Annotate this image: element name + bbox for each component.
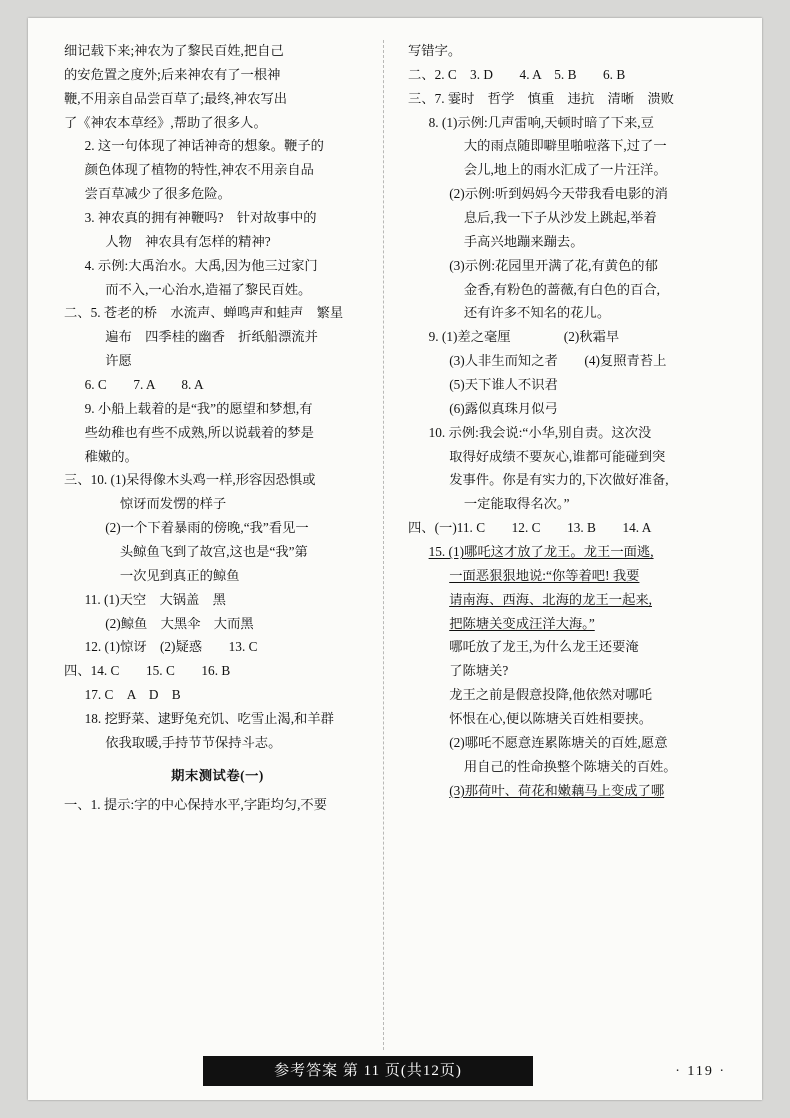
- text-line: 请南海、西海、北海的龙王一起来,: [449, 591, 652, 607]
- section-title: 期末测试卷(一): [171, 767, 264, 783]
- text-line: 龙王之前是假意投降,他依然对哪吒: [449, 687, 652, 703]
- footer-label: 参考答案 第 11 页(共12页): [274, 1063, 462, 1079]
- answer-item-15-3: (3)那荷叶、荷花和嫩藕马上变成了哪: [449, 782, 665, 798]
- answer-group-2: 二、2. C 3. D 4. A 5. B 6. B: [408, 66, 626, 82]
- text-line: 金香,有粉色的蔷薇,有白色的百合,: [463, 281, 660, 297]
- text-line: (3)示例:花园里开满了花,有黄色的郁: [449, 257, 658, 273]
- text-line: (3)人非生而知之者 (4)复照青苔上: [449, 353, 667, 369]
- text-line: 惊讶而发愣的样子: [119, 496, 227, 512]
- text-line: 鞭,不用亲自品尝百草了;最终,神农写出: [64, 90, 288, 106]
- text-line: 些幼稚也有些不成熟,所以说载着的梦是: [84, 424, 314, 440]
- text-line: (5)天下谁人不识君: [449, 377, 558, 393]
- text-line: 的安危置之度外;后来神农有了一根神: [64, 66, 281, 82]
- text-line: 遍布 四季桂的幽香 折纸船漂流并: [105, 329, 318, 345]
- answer-item-8: 8. (1)示例:几声雷响,天顿时暗了下来,豆: [428, 114, 654, 130]
- answer-item-4: 4. 示例:大禹治水。大禹,因为他三过家门: [84, 257, 318, 273]
- answer-group-4: 四、(一)11. C 12. C 13. B 14. A: [408, 520, 652, 536]
- text-line: (6)露似真珠月似弓: [449, 400, 558, 416]
- text-line: 人物 神农具有怎样的精神?: [105, 233, 271, 249]
- text-line: 细记载下来;神农为了黎民百姓,把自己: [64, 43, 284, 58]
- answer-group-1: 一、1. 提示:字的中心保持水平,字距均匀,不要: [64, 796, 327, 812]
- text-line: 用自己的性命换整个陈塘关的百姓。: [463, 758, 677, 774]
- answer-item-9: 9. 小船上载着的是“我”的愿望和梦想,有: [84, 400, 313, 416]
- answer-item-15-2: (2)哪吒不愿意连累陈塘关的百姓,愿意: [449, 734, 668, 750]
- text-line: 大的雨点随即噼里啪啦落下,过了一: [463, 138, 667, 154]
- answer-item-12-13: 12. (1)惊讶 (2)疑惑 13. C: [84, 639, 258, 655]
- text-line: 取得好成绩不要灰心,谁都可能碰到突: [449, 448, 666, 464]
- page-number: · 119 ·: [675, 1064, 726, 1079]
- text-line: 会儿,地上的雨水汇成了一片汪洋。: [463, 162, 667, 178]
- text-line: 依我取暖,手持节节保持斗志。: [105, 734, 282, 750]
- answer-item-9: 9. (1)差之毫厘 (2)秋霜早: [428, 329, 620, 345]
- answer-item-10: 10. 示例:我会说:“小华,别自责。这次没: [428, 424, 652, 440]
- text-line: (2)鲸鱼 大黑伞 大而黑: [105, 615, 254, 631]
- text-line: 发事件。你是有实力的,下次做好准备,: [449, 472, 669, 488]
- text-line: (2)示例:听到妈妈今天带我看电影的消: [449, 186, 668, 202]
- text-line: 颜色体现了植物的特性,神农不用亲自品: [84, 162, 314, 178]
- answer-item-17: 17. C A D B: [84, 687, 181, 703]
- answer-item-18: 18. 挖野菜、逮野兔充饥、吃雪止渴,和羊群: [84, 711, 334, 727]
- answer-item-3: 3. 神农真的拥有神鞭吗? 针对故事中的: [84, 210, 317, 226]
- text-line: 而不入,一心治水,造福了黎民百姓。: [105, 281, 312, 297]
- text-line: 了《神农本草经》,帮助了很多人。: [64, 114, 267, 130]
- page-footer: [28, 1056, 762, 1086]
- answer-item-11: 11. (1)天空 大锅盖 黑: [84, 591, 226, 607]
- answer-group-3: 三、7. 霎时 哲学 慎重 违抗 清晰 溃败: [408, 90, 674, 106]
- answer-item-2: 2. 这一句体现了神话神奇的想象。鞭子的: [84, 138, 324, 154]
- text-line: 把陈塘关变成汪洋大海。”: [449, 615, 595, 631]
- answer-group-4: 四、14. C 15. C 16. B: [64, 663, 231, 679]
- text-line: 怀恨在心,便以陈塘关百姓相要挟。: [449, 711, 652, 727]
- answer-item-15: 15. (1)哪吒这才放了龙王。龙王一面逃,: [428, 544, 654, 560]
- text-line: 一面恶狠狠地说:“你等着吧! 我要: [449, 567, 640, 583]
- text-line: 许愿: [105, 353, 132, 369]
- text-line: (2)一个下着暴雨的傍晚,“我”看见一: [105, 520, 309, 536]
- answer-group-3: 三、10. (1)呆得像木头鸡一样,形容因恐惧或: [64, 472, 316, 488]
- left-column: [64, 40, 384, 1050]
- text-line: 息后,我一下子从沙发上跳起,举着: [463, 210, 657, 226]
- answer-group-2: 二、5. 苍老的桥 水流声、蝉鸣声和蛙声 繁星: [64, 305, 344, 321]
- text-line: 哪吒放了龙王,为什么龙王还要淹: [449, 639, 639, 655]
- footer-band: [203, 1056, 533, 1086]
- answer-key-page: [28, 18, 762, 1100]
- text-line: 稚嫩的。: [84, 448, 138, 464]
- text-line: 一定能取得名次。”: [463, 496, 570, 512]
- text-line: 尝百草减少了很多危险。: [84, 186, 231, 202]
- two-column-body: [64, 40, 726, 1050]
- text-line: 写错字。: [408, 43, 462, 58]
- text-line: 头鲸鱼飞到了故宫,这也是“我”第: [119, 544, 308, 560]
- text-line: 一次见到真正的鲸鱼: [119, 567, 240, 583]
- text-line: 了陈塘关?: [449, 663, 509, 679]
- text-line: 手高兴地蹦来蹦去。: [463, 233, 584, 249]
- right-column: [384, 40, 715, 1050]
- answer-item-6-8: 6. C 7. A 8. A: [84, 377, 204, 393]
- text-line: 还有许多不知名的花儿。: [463, 305, 611, 321]
